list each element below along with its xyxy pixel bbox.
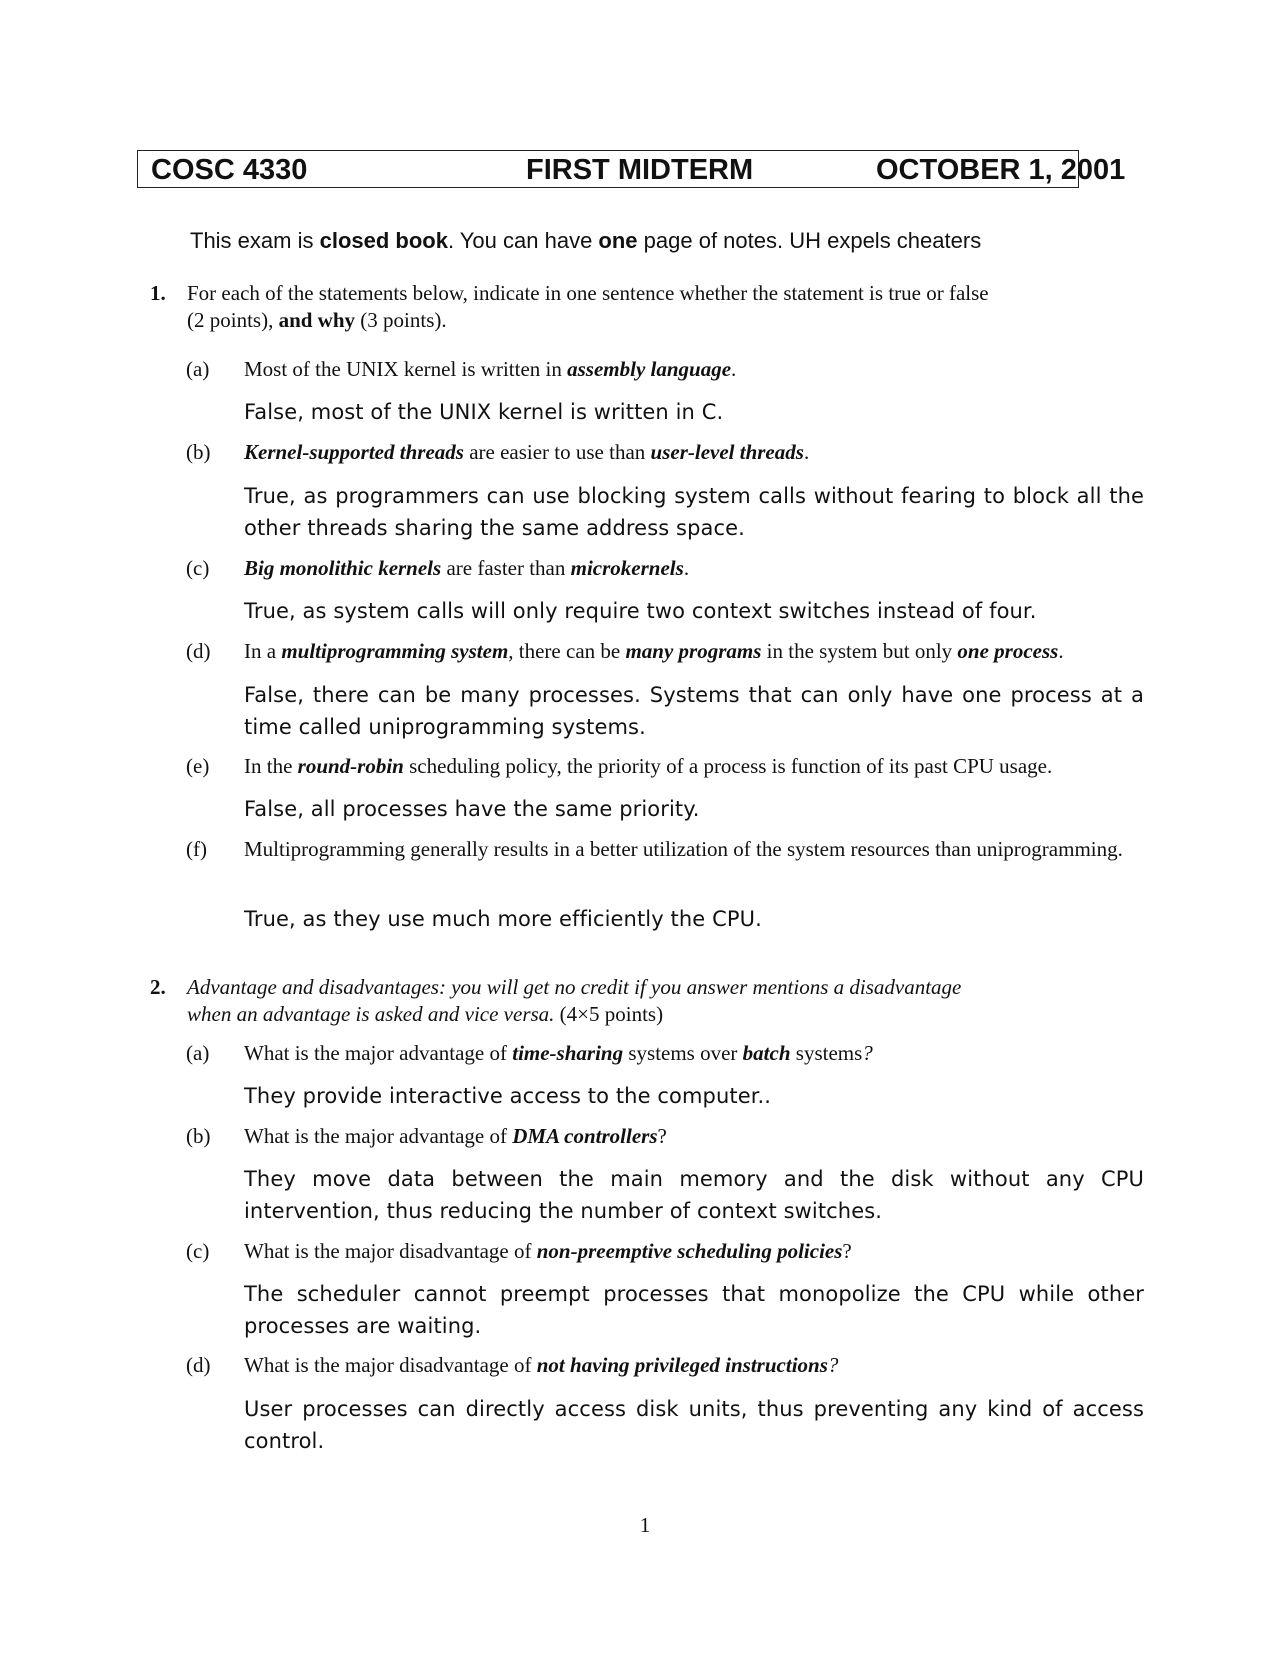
question-1-number: 1. — [150, 281, 166, 305]
intro-text-2: . You can have — [447, 228, 599, 253]
q1c-answer: True, as system calls will only require two context switches instead of four. — [244, 599, 1037, 623]
q1d-text-end: . — [1058, 639, 1064, 663]
q1c-statement — [244, 555, 1144, 582]
q1d-statement — [244, 638, 1144, 665]
q2-points: (4×5 points) — [554, 1002, 664, 1026]
intro-bold-2: one — [598, 228, 638, 253]
q1f-answer: True, as they use much more efficiently the CPU. — [244, 907, 762, 931]
q2c-emph: non-preemptive scheduling policies — [536, 1239, 843, 1263]
q1-line2-bold: and why — [278, 308, 356, 332]
q2a-text-3: systems — [790, 1041, 863, 1065]
q2b-question — [244, 1123, 1144, 1150]
question-2-line-1: Advantage and disadvantages: you will get no credit if you answer mentions a disadvantage — [187, 975, 962, 999]
q2b-text-end: ? — [657, 1124, 667, 1148]
q2a-question — [244, 1040, 1144, 1067]
question-2-number: 2. — [150, 975, 166, 999]
q1b-emph-2: user-level threads — [650, 440, 804, 464]
q1e-text-2: scheduling policy, the priority of a process is function of its past CPU usage. — [403, 754, 1053, 778]
intro-bold-1: closed book — [319, 228, 448, 253]
q2-line2-italic: when an advantage is asked and vice versa. — [187, 1002, 555, 1026]
q2d-answer: User processes can directly access disk units, thus preventing any kind of access control. — [244, 1397, 1144, 1453]
q1e-text-1: In the — [244, 754, 298, 778]
q1d-text-2: , there can be — [508, 639, 626, 663]
course-code: COSC 4330 — [151, 154, 308, 186]
q1b-label: (b) — [186, 440, 211, 464]
q1b-emph-1: Kernel-supported threads — [244, 440, 464, 464]
q1a-label: (a) — [186, 357, 210, 381]
q1a-text: Most of the UNIX kernel is written in — [244, 357, 568, 381]
q1e-answer: False, all processes have the same priority. — [244, 797, 700, 821]
q2d-question-mark: ? — [827, 1353, 839, 1377]
q1d-text-3: in the system but only — [761, 639, 958, 663]
q1b-statement — [244, 439, 1144, 466]
q2d-question — [244, 1352, 1144, 1379]
question-1-prompt — [187, 280, 1107, 334]
q2b-text-1: What is the major advantage of — [244, 1124, 513, 1148]
q1a-statement — [244, 356, 1144, 383]
page-number: 1 — [639, 1513, 651, 1537]
q2b-answer: They move data between the main memory and the disk without any CPU intervention, thus reducing the number of context switches. — [244, 1167, 1144, 1223]
q2a-text-2: systems over — [623, 1041, 743, 1065]
q2a-label: (a) — [186, 1041, 210, 1065]
q2a-emph-1: time-sharing — [512, 1041, 624, 1065]
q1e-emph: round-robin — [297, 754, 404, 778]
q1f-statement: Multiprogramming generally results in a better utilization of the system resources than uniprogramming. — [244, 837, 1123, 861]
q1d-emph-2: many programs — [625, 639, 762, 663]
q2d-text-1: What is the major disadvantage of — [244, 1353, 537, 1377]
q1c-emph-2: microkernels — [570, 556, 684, 580]
question-1-line-1: For each of the statements below, indicate in one sentence whether the statement is true or false — [187, 281, 989, 305]
q2a-text-1: What is the major advantage of — [244, 1041, 513, 1065]
q1e-statement — [244, 753, 1144, 780]
q1d-emph-1: multiprogramming system — [281, 639, 509, 663]
q1d-answer: False, there can be many processes. Systems that can only have one process at a time called uniprogramming systems. — [244, 683, 1144, 739]
q2a-question-mark: ? — [862, 1041, 873, 1065]
q1d-emph-3: one process — [957, 639, 1059, 663]
q2d-emph: not having privileged instructions — [536, 1353, 828, 1377]
q1d-label: (d) — [186, 639, 211, 663]
q2d-label: (d) — [186, 1353, 211, 1377]
q1c-emph-1: Big monolithic kernels — [244, 556, 442, 580]
q1c-label: (c) — [186, 556, 210, 580]
q1c-text: are faster than — [441, 556, 571, 580]
q1b-answer: True, as programmers can use blocking system calls without fearing to block all the other threads sharing the same address space. — [244, 484, 1144, 540]
exam-instructions — [190, 226, 981, 256]
q1f-label: (f) — [186, 837, 207, 861]
q1a-answer: False, most of the UNIX kernel is written in C. — [244, 400, 724, 424]
q1b-text: are easier to use than — [463, 440, 651, 464]
question-1-line-2 — [187, 307, 1107, 334]
q1a-text-end: . — [731, 357, 737, 381]
q1a-emph: assembly language — [567, 357, 732, 381]
exam-date: OCTOBER 1, 2001 — [876, 154, 1126, 186]
q2c-text-1: What is the major disadvantage of — [244, 1239, 537, 1263]
intro-text-1: This exam is — [190, 228, 320, 253]
q1e-label: (e) — [186, 754, 210, 778]
q1-line2-pre: (2 points), — [187, 308, 279, 332]
q1b-text-end: . — [803, 440, 810, 464]
q2c-text-end: ? — [842, 1239, 852, 1263]
exam-title: FIRST MIDTERM — [526, 154, 754, 186]
q1d-text-1: In a — [244, 639, 282, 663]
question-2-line-2 — [187, 1001, 1107, 1028]
q2b-label: (b) — [186, 1124, 211, 1148]
q2c-answer: The scheduler cannot preempt processes that monopolize the CPU while other processes are waiting. — [244, 1282, 1144, 1338]
q1c-text-end: . — [683, 556, 690, 580]
q2c-label: (c) — [186, 1239, 210, 1263]
q2b-emph: DMA controllers — [512, 1124, 658, 1148]
q2c-question — [244, 1238, 1144, 1265]
q1-line2-post: (3 points). — [355, 308, 447, 332]
q2a-emph-2: batch — [742, 1041, 791, 1065]
q2a-answer: They provide interactive access to the computer.. — [244, 1084, 772, 1108]
intro-text-3: page of notes. UH expels cheaters — [637, 228, 982, 253]
question-2-prompt — [187, 974, 1107, 1028]
